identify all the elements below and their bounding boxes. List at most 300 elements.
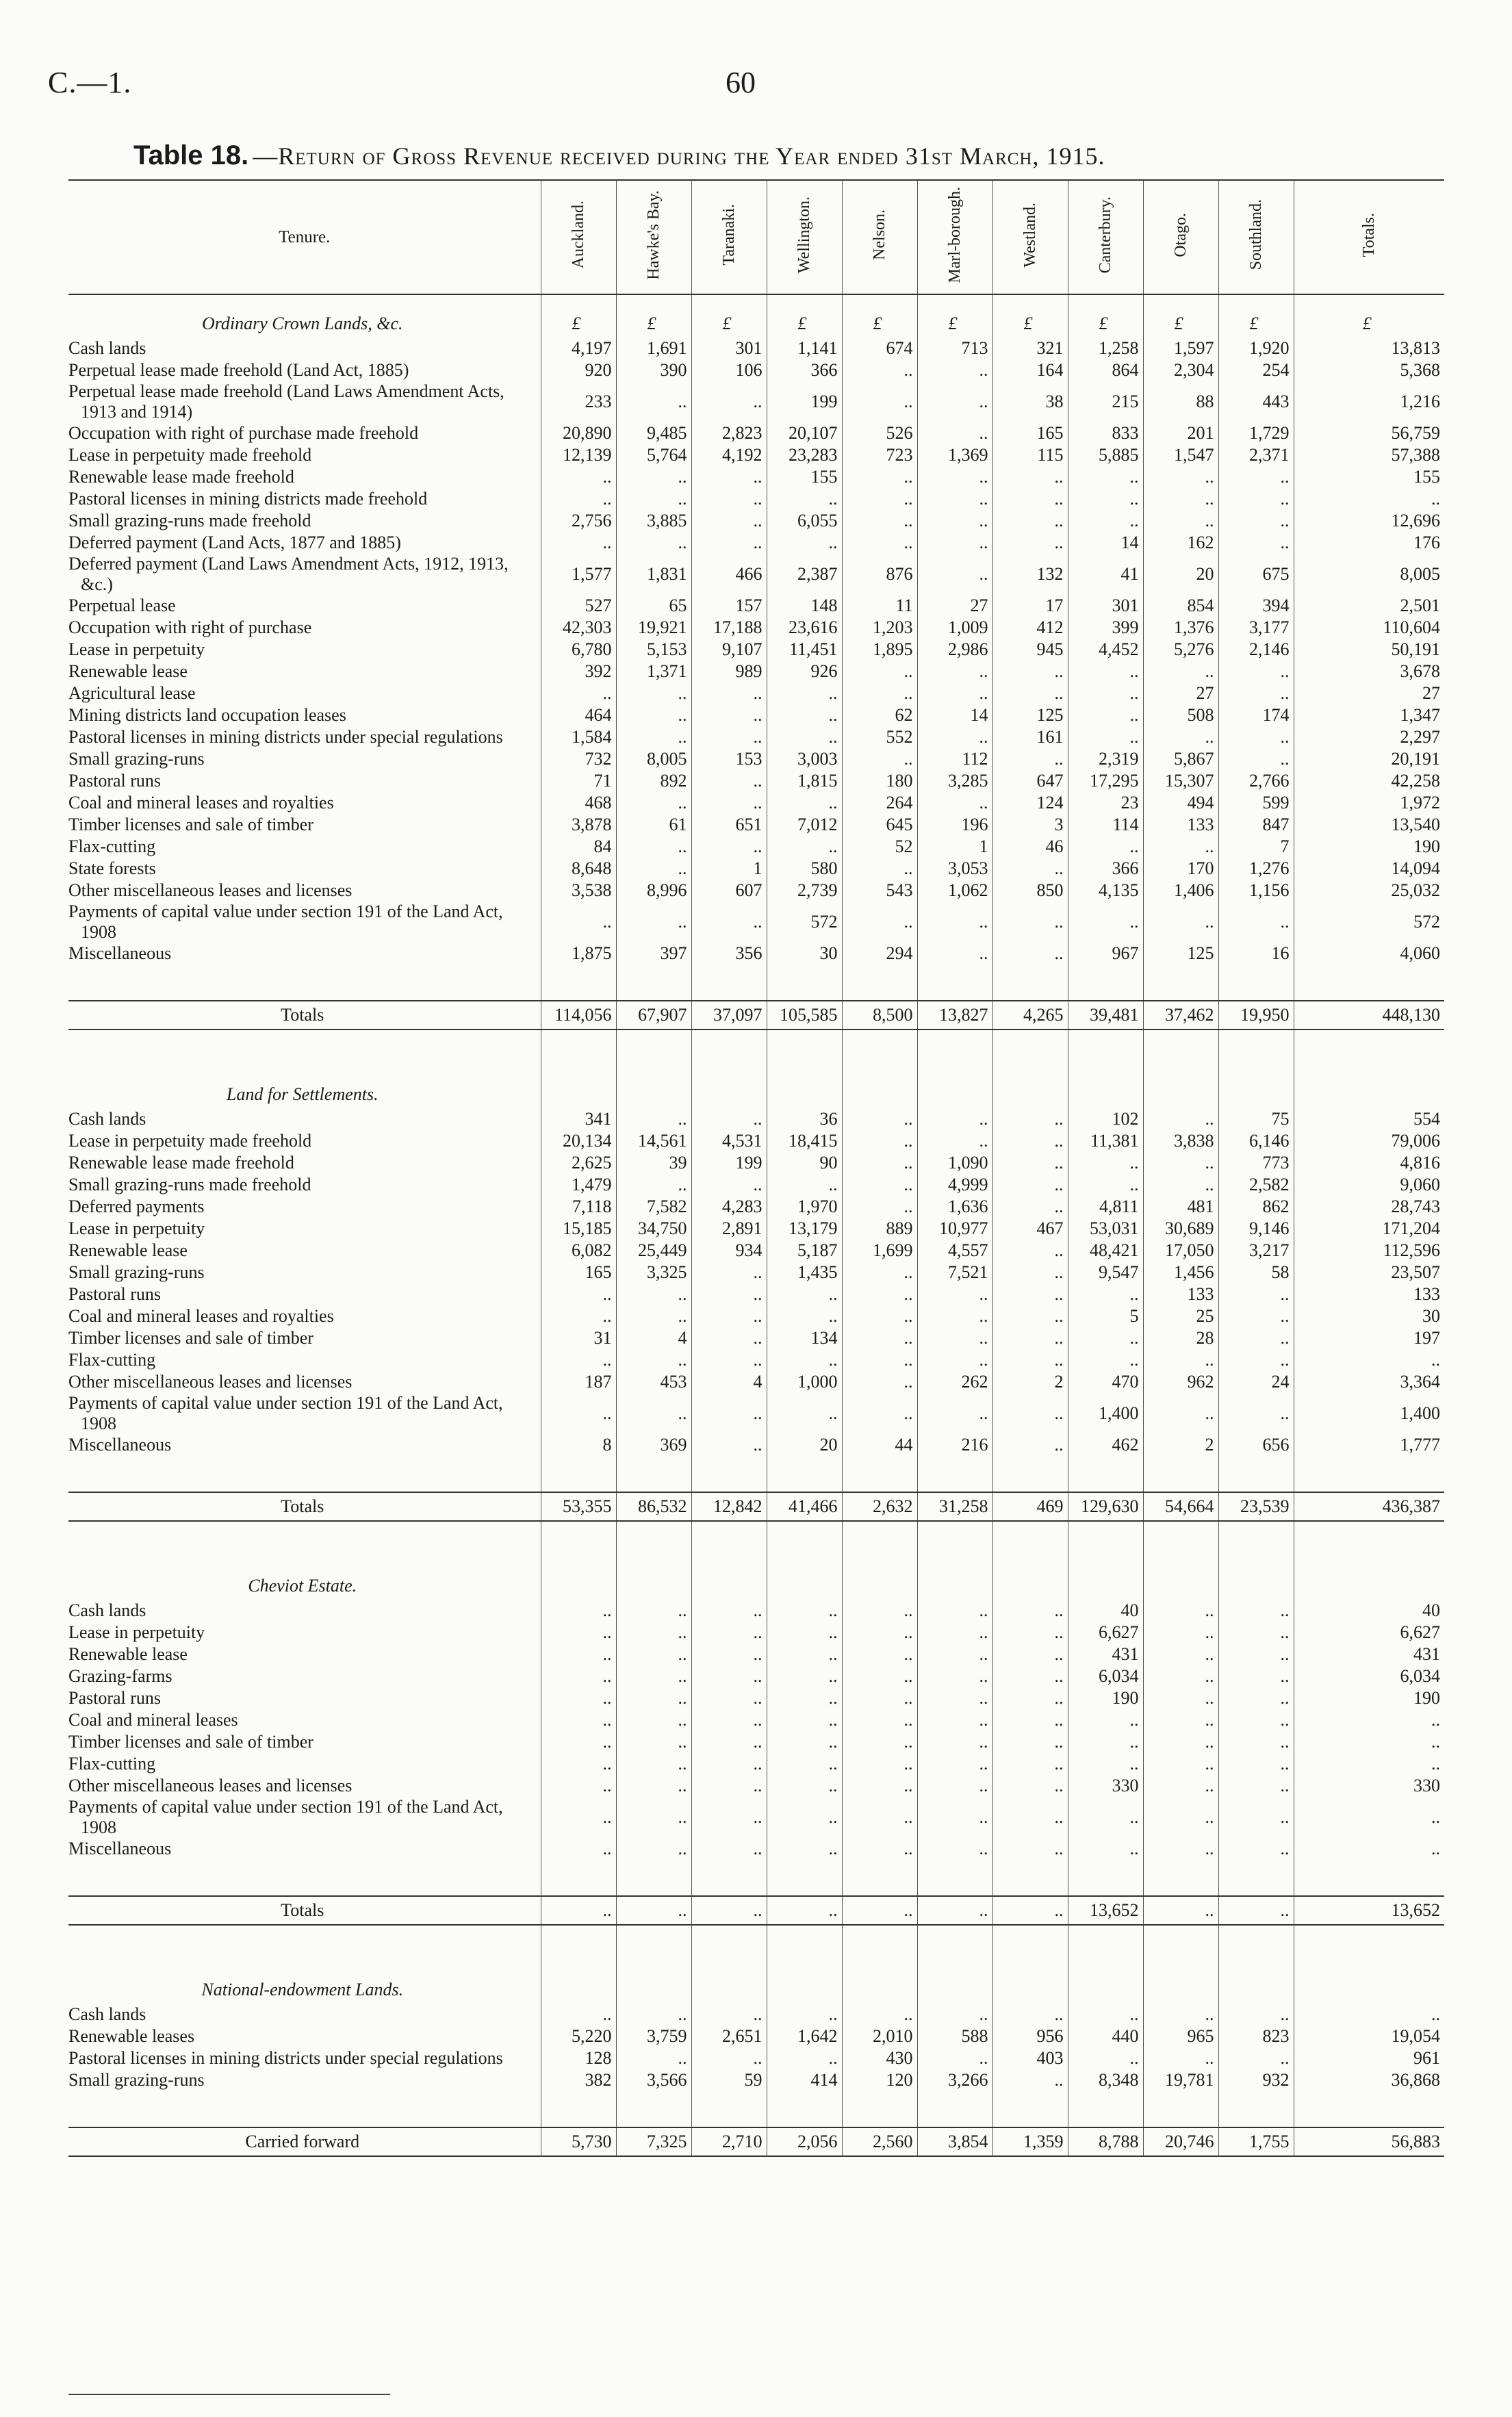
row-total-cell: 1,972 — [1294, 792, 1444, 814]
value-cell: .. — [767, 1709, 842, 1731]
value-cell: .. — [691, 1644, 767, 1665]
row-label: Other miscellaneous leases and licenses — [68, 1372, 353, 1392]
value-cell: .. — [992, 1775, 1068, 1797]
value-cell: 8,996 — [616, 880, 691, 901]
value-cell: .. — [1068, 466, 1143, 488]
row-label: Other miscellaneous leases and licenses — [68, 880, 353, 900]
value-cell: .. — [691, 1838, 767, 1860]
value-cell: 892 — [616, 770, 691, 792]
spacer-cell — [1143, 2091, 1218, 2127]
value-cell: 1 — [917, 836, 992, 858]
value-cell: .. — [917, 381, 992, 422]
value-cell: .. — [616, 901, 691, 943]
value-cell: .. — [842, 1622, 917, 1644]
spacer-cell — [917, 1030, 992, 1066]
spacer-cell — [767, 1521, 842, 1557]
value-cell: .. — [992, 1152, 1068, 1174]
value-cell: 3,217 — [1218, 1240, 1294, 1262]
spacer-cell — [1068, 1860, 1143, 1896]
spacer-cell — [691, 2091, 767, 2127]
value-cell: .. — [541, 532, 616, 554]
value-cell: .. — [1143, 1709, 1218, 1731]
value-cell: 41 — [1068, 554, 1143, 595]
spacer-cell — [842, 1860, 917, 1896]
value-cell: .. — [1068, 1709, 1143, 1731]
value-cell: 1,729 — [1218, 422, 1294, 444]
spacer-cell — [842, 1521, 917, 1557]
total-value-cell: 54,664 — [1143, 1492, 1218, 1521]
value-cell: .. — [992, 1600, 1068, 1622]
currency-unit: £ — [992, 294, 1068, 337]
column-header-marlborough — [917, 180, 992, 294]
value-cell: .. — [842, 359, 917, 381]
value-cell: 216 — [917, 1434, 992, 1456]
value-cell: .. — [616, 466, 691, 488]
row-label: Coal and mineral leases — [68, 1710, 238, 1730]
spacer-cell — [616, 1030, 691, 1066]
value-cell: 10,977 — [917, 1218, 992, 1240]
table-row — [68, 1393, 1444, 1434]
tenure-cell — [68, 814, 541, 836]
value-cell: 155 — [767, 466, 842, 488]
value-cell: .. — [842, 1797, 917, 1838]
value-cell: 2,010 — [842, 2025, 917, 2047]
value-cell: 301 — [1068, 595, 1143, 617]
spacer-row — [68, 964, 1444, 1001]
value-cell: .. — [842, 466, 917, 488]
value-cell: .. — [1143, 1644, 1218, 1665]
value-cell: .. — [842, 1327, 917, 1349]
currency-unit: £ — [541, 294, 616, 337]
table-row — [68, 554, 1444, 595]
value-cell: 71 — [541, 770, 616, 792]
value-cell: .. — [691, 1600, 767, 1622]
value-cell: 128 — [541, 2047, 616, 2069]
row-total-cell: 79,006 — [1294, 1130, 1444, 1152]
table-row — [68, 770, 1444, 792]
table-row — [68, 792, 1444, 814]
value-cell: .. — [917, 2004, 992, 2025]
value-cell: 58 — [1218, 1262, 1294, 1283]
spacer-cell — [1218, 1521, 1294, 1557]
row-label: Renewable lease — [68, 1644, 188, 1664]
value-cell: 823 — [1218, 2025, 1294, 2047]
value-cell: .. — [1218, 1305, 1294, 1327]
row-total-cell: 50,191 — [1294, 639, 1444, 661]
row-label: Pastoral runs — [68, 1688, 162, 1708]
tenure-cell — [68, 682, 541, 704]
value-cell: 2 — [992, 1371, 1068, 1393]
row-total-cell: 27 — [1294, 682, 1444, 704]
spacer-cell — [992, 1521, 1068, 1557]
value-cell: 321 — [992, 337, 1068, 359]
value-cell: 42,303 — [541, 617, 616, 639]
value-cell: .. — [767, 1622, 842, 1644]
currency-unit — [767, 1961, 842, 2004]
currency-unit — [616, 1066, 691, 1108]
row-total-cell: 20,191 — [1294, 748, 1444, 770]
row-total-cell: 12,696 — [1294, 510, 1444, 532]
value-cell: 4,197 — [541, 337, 616, 359]
value-cell: 9,107 — [691, 639, 767, 661]
value-cell: .. — [1218, 1838, 1294, 1860]
value-cell: .. — [1143, 901, 1218, 943]
row-label: Miscellaneous — [68, 1435, 172, 1455]
value-cell: .. — [767, 1838, 842, 1860]
value-cell: .. — [842, 1152, 917, 1174]
value-cell: 3,885 — [616, 510, 691, 532]
row-total-cell: 1,347 — [1294, 704, 1444, 726]
table-row — [68, 1283, 1444, 1305]
table-row — [68, 1349, 1444, 1371]
value-cell: .. — [842, 1753, 917, 1775]
table-row — [68, 1838, 1444, 1860]
row-total-cell: 330 — [1294, 1775, 1444, 1797]
value-cell: 932 — [1218, 2069, 1294, 2091]
value-cell: 17,295 — [1068, 770, 1143, 792]
value-cell: 8,005 — [616, 748, 691, 770]
value-cell: .. — [1143, 488, 1218, 510]
value-cell: .. — [842, 1775, 917, 1797]
row-label: Perpetual lease made freehold (Land Laws Amendment Acts, 1913 and 1914) — [68, 381, 504, 422]
spacer-cell — [616, 1925, 691, 1961]
tenure-cell — [68, 617, 541, 639]
value-cell: 369 — [616, 1434, 691, 1456]
spacer-cell — [691, 1521, 767, 1557]
spacer-cell — [691, 1456, 767, 1492]
value-cell: .. — [1218, 1687, 1294, 1709]
value-cell: .. — [1218, 1622, 1294, 1644]
row-label: Pastoral licenses in mining districts under special regulations — [68, 727, 503, 747]
tenure-cell — [68, 1622, 541, 1644]
currency-unit — [541, 1557, 616, 1600]
value-cell: .. — [842, 901, 917, 943]
row-label: Renewable lease made freehold — [68, 467, 294, 487]
table-row — [68, 2069, 1444, 2091]
value-cell: 5,187 — [767, 1240, 842, 1262]
value-cell: 23,616 — [767, 617, 842, 639]
total-value-cell: .. — [767, 1896, 842, 1925]
total-value-cell: 13,827 — [917, 1001, 992, 1030]
tenure-cell — [68, 595, 541, 617]
row-total-cell: 28,743 — [1294, 1196, 1444, 1218]
row-label: Occupation with right of purchase — [68, 617, 312, 637]
currency-unit — [842, 1557, 917, 1600]
spacer-cell — [1294, 1456, 1444, 1492]
row-label: Payments of capital value under section 191 of the Land Act, 1908 — [68, 901, 503, 942]
table-row — [68, 1371, 1444, 1393]
value-cell: .. — [541, 466, 616, 488]
currency-unit — [767, 1557, 842, 1600]
total-value-cell: 436,387 — [1294, 1492, 1444, 1521]
section-title-row — [68, 1066, 1444, 1108]
currency-unit — [616, 1557, 691, 1600]
value-cell: 403 — [992, 2047, 1068, 2069]
section-title-row — [68, 1961, 1444, 2004]
value-cell: .. — [691, 704, 767, 726]
row-total-cell: 30 — [1294, 1305, 1444, 1327]
value-cell: .. — [1218, 1665, 1294, 1687]
value-cell: .. — [1068, 1174, 1143, 1196]
value-cell: .. — [691, 792, 767, 814]
value-cell: 84 — [541, 836, 616, 858]
value-cell: .. — [767, 2047, 842, 2069]
currency-unit: £ — [1218, 294, 1294, 337]
row-total-cell: .. — [1294, 1797, 1444, 1838]
row-label: Lease in perpetuity — [68, 1218, 205, 1238]
value-cell: 833 — [1068, 422, 1143, 444]
value-cell: .. — [616, 532, 691, 554]
table-title: —Return of Gross Revenue received during the Year ended 31st March, 1915. — [253, 142, 1105, 170]
total-value-cell: .. — [616, 1896, 691, 1925]
row-label: Pastoral licenses in mining districts made freehold — [68, 489, 428, 509]
value-cell: 2,371 — [1218, 444, 1294, 466]
row-total-cell: .. — [1294, 1709, 1444, 1731]
table-row — [68, 1709, 1444, 1731]
table-row — [68, 2004, 1444, 2025]
value-cell: .. — [1143, 1665, 1218, 1687]
row-total-cell: 19,054 — [1294, 2025, 1444, 2047]
value-cell: 1,400 — [1068, 1393, 1143, 1434]
tenure-cell — [68, 532, 541, 554]
table-row — [68, 1305, 1444, 1327]
column-header-label: Marl-borough. — [946, 186, 964, 283]
value-cell: .. — [616, 1644, 691, 1665]
value-cell: 3,003 — [767, 748, 842, 770]
tenure-cell — [68, 1838, 541, 1860]
value-cell: .. — [992, 1753, 1068, 1775]
value-cell: .. — [1218, 466, 1294, 488]
value-cell: 414 — [767, 2069, 842, 2091]
totals-label: Totals — [68, 1896, 541, 1925]
value-cell: 28 — [1143, 1327, 1218, 1349]
value-cell: .. — [767, 488, 842, 510]
value-cell: 106 — [691, 359, 767, 381]
row-total-cell: 2,501 — [1294, 595, 1444, 617]
value-cell: 120 — [842, 2069, 917, 2091]
spacer-cell — [992, 964, 1068, 1001]
value-cell: .. — [691, 1622, 767, 1644]
row-total-cell: 3,364 — [1294, 1371, 1444, 1393]
tenure-cell — [68, 770, 541, 792]
column-header-label: Nelson. — [871, 209, 888, 260]
value-cell: .. — [992, 682, 1068, 704]
value-cell: 165 — [992, 422, 1068, 444]
value-cell: 713 — [917, 337, 992, 359]
table-row — [68, 510, 1444, 532]
row-total-cell: 961 — [1294, 2047, 1444, 2069]
value-cell: 164 — [992, 359, 1068, 381]
tenure-cell — [68, 1240, 541, 1262]
value-cell: .. — [917, 1797, 992, 1838]
value-cell: 443 — [1218, 381, 1294, 422]
row-label: Agricultural lease — [68, 683, 196, 703]
value-cell: 157 — [691, 595, 767, 617]
value-cell: .. — [616, 836, 691, 858]
value-cell: 967 — [1068, 943, 1143, 964]
value-cell: .. — [691, 381, 767, 422]
value-cell: .. — [917, 2047, 992, 2069]
row-label: Occupation with right of purchase made freehold — [68, 423, 419, 443]
total-value-cell: 20,746 — [1143, 2127, 1218, 2156]
currency-unit — [1143, 1961, 1218, 2004]
value-cell: 254 — [1218, 359, 1294, 381]
value-cell: 8 — [541, 1434, 616, 1456]
section-title: Ordinary Crown Lands, &c. — [202, 314, 403, 333]
value-cell: 9,146 — [1218, 1218, 1294, 1240]
column-header-auckland — [541, 180, 616, 294]
total-value-cell: 37,462 — [1143, 1001, 1218, 1030]
total-value-cell: 4,265 — [992, 1001, 1068, 1030]
tenure-cell — [68, 337, 541, 359]
value-cell: .. — [1068, 1327, 1143, 1349]
row-label: Lease in perpetuity — [68, 1622, 205, 1642]
value-cell: .. — [767, 2004, 842, 2025]
value-cell: 356 — [691, 943, 767, 964]
value-cell: 2,304 — [1143, 359, 1218, 381]
value-cell: .. — [691, 1753, 767, 1775]
value-cell: 27 — [1143, 682, 1218, 704]
tenure-cell — [68, 1283, 541, 1305]
value-cell: 2,823 — [691, 422, 767, 444]
row-label: Small grazing-runs — [68, 749, 205, 769]
value-cell: .. — [616, 1665, 691, 1687]
value-cell: 20,890 — [541, 422, 616, 444]
value-cell: .. — [917, 682, 992, 704]
value-cell: .. — [1143, 2047, 1218, 2069]
value-cell: 1,000 — [767, 1371, 842, 1393]
table-row — [68, 422, 1444, 444]
value-cell: .. — [541, 1797, 616, 1838]
value-cell: .. — [842, 1196, 917, 1218]
spacer-cell — [992, 2091, 1068, 2127]
value-cell: .. — [691, 1797, 767, 1838]
value-cell: .. — [992, 943, 1068, 964]
row-label: Timber licenses and sale of timber — [68, 1732, 313, 1752]
tenure-cell — [68, 2069, 541, 2091]
value-cell: 394 — [1218, 595, 1294, 617]
value-cell: 854 — [1143, 595, 1218, 617]
spacer-cell — [691, 1030, 767, 1066]
value-cell: .. — [992, 1240, 1068, 1262]
spacer-cell — [992, 1860, 1068, 1896]
total-value-cell: .. — [541, 1896, 616, 1925]
spacer-cell — [616, 1521, 691, 1557]
table-row — [68, 836, 1444, 858]
value-cell: 294 — [842, 943, 917, 964]
row-label: Payments of capital value under section 191 of the Land Act, 1908 — [68, 1797, 503, 1837]
totals-row — [68, 1001, 1444, 1030]
spacer-cell — [691, 1860, 767, 1896]
currency-unit — [1218, 1066, 1294, 1108]
value-cell: .. — [917, 1108, 992, 1130]
total-value-cell: 2,632 — [842, 1492, 917, 1521]
value-cell: 607 — [691, 880, 767, 901]
row-label: Timber licenses and sale of timber — [68, 1328, 313, 1348]
value-cell: .. — [767, 682, 842, 704]
value-cell: .. — [1218, 1731, 1294, 1753]
table-row — [68, 1797, 1444, 1838]
row-label: Cash lands — [68, 2004, 146, 2024]
row-label: Lease in perpetuity — [68, 639, 205, 659]
value-cell: .. — [616, 1174, 691, 1196]
spacer-cell — [691, 1925, 767, 1961]
column-header-label: Hawke's Bay. — [645, 190, 663, 280]
value-cell: 134 — [767, 1327, 842, 1349]
value-cell: 6,780 — [541, 639, 616, 661]
value-cell: 8,348 — [1068, 2069, 1143, 2091]
value-cell: 2 — [1143, 1434, 1218, 1456]
spacer-cell — [842, 1030, 917, 1066]
value-cell: 366 — [1068, 858, 1143, 880]
row-label: Pastoral runs — [68, 1284, 162, 1304]
value-cell: .. — [691, 488, 767, 510]
row-total-cell: 25,032 — [1294, 880, 1444, 901]
value-cell: .. — [541, 1775, 616, 1797]
value-cell: .. — [1143, 1838, 1218, 1860]
table-row — [68, 1327, 1444, 1349]
value-cell: 24 — [1218, 1371, 1294, 1393]
total-value-cell: 7,325 — [616, 2127, 691, 2156]
column-header-label: Canterbury. — [1097, 196, 1114, 274]
tenure-cell — [68, 1349, 541, 1371]
value-cell: 773 — [1218, 1152, 1294, 1174]
value-cell: .. — [1068, 661, 1143, 682]
row-label: Coal and mineral leases and royalties — [68, 793, 334, 813]
value-cell: .. — [1143, 1775, 1218, 1797]
value-cell: 170 — [1143, 858, 1218, 880]
spacer-cell — [616, 964, 691, 1001]
section-title: Cheviot Estate. — [248, 1576, 357, 1596]
value-cell: 12,139 — [541, 444, 616, 466]
value-cell: 264 — [842, 792, 917, 814]
tenure-cell — [68, 1305, 541, 1327]
value-cell: .. — [1218, 2004, 1294, 2025]
value-cell: 390 — [616, 359, 691, 381]
value-cell: 4,531 — [691, 1130, 767, 1152]
spacer-cell — [767, 1925, 842, 1961]
value-cell: .. — [767, 836, 842, 858]
value-cell: .. — [616, 1600, 691, 1622]
tenure-cell — [68, 1775, 541, 1797]
value-cell: 6,082 — [541, 1240, 616, 1262]
table-row — [68, 2025, 1444, 2047]
value-cell: .. — [842, 488, 917, 510]
value-cell: .. — [767, 1393, 842, 1434]
value-cell: .. — [691, 1731, 767, 1753]
value-cell: .. — [842, 1174, 917, 1196]
tenure-cell — [68, 488, 541, 510]
value-cell: .. — [917, 1753, 992, 1775]
value-cell: .. — [992, 1644, 1068, 1665]
row-label: Flax-cutting — [68, 1350, 156, 1370]
value-cell: 62 — [842, 704, 917, 726]
value-cell: .. — [992, 748, 1068, 770]
section-title: National-endowment Lands. — [201, 1980, 404, 1999]
currency-unit: £ — [691, 294, 767, 337]
value-cell: .. — [767, 1731, 842, 1753]
value-cell: .. — [616, 488, 691, 510]
value-cell: 4,452 — [1068, 639, 1143, 661]
value-cell: 59 — [691, 2069, 767, 2091]
value-cell: 30,689 — [1143, 1218, 1218, 1240]
tenure-cell — [68, 1644, 541, 1665]
value-cell: 125 — [1143, 943, 1218, 964]
value-cell: 481 — [1143, 1196, 1218, 1218]
value-cell: 48,421 — [1068, 1240, 1143, 1262]
value-cell: 330 — [1068, 1775, 1143, 1797]
value-cell: .. — [767, 1775, 842, 1797]
